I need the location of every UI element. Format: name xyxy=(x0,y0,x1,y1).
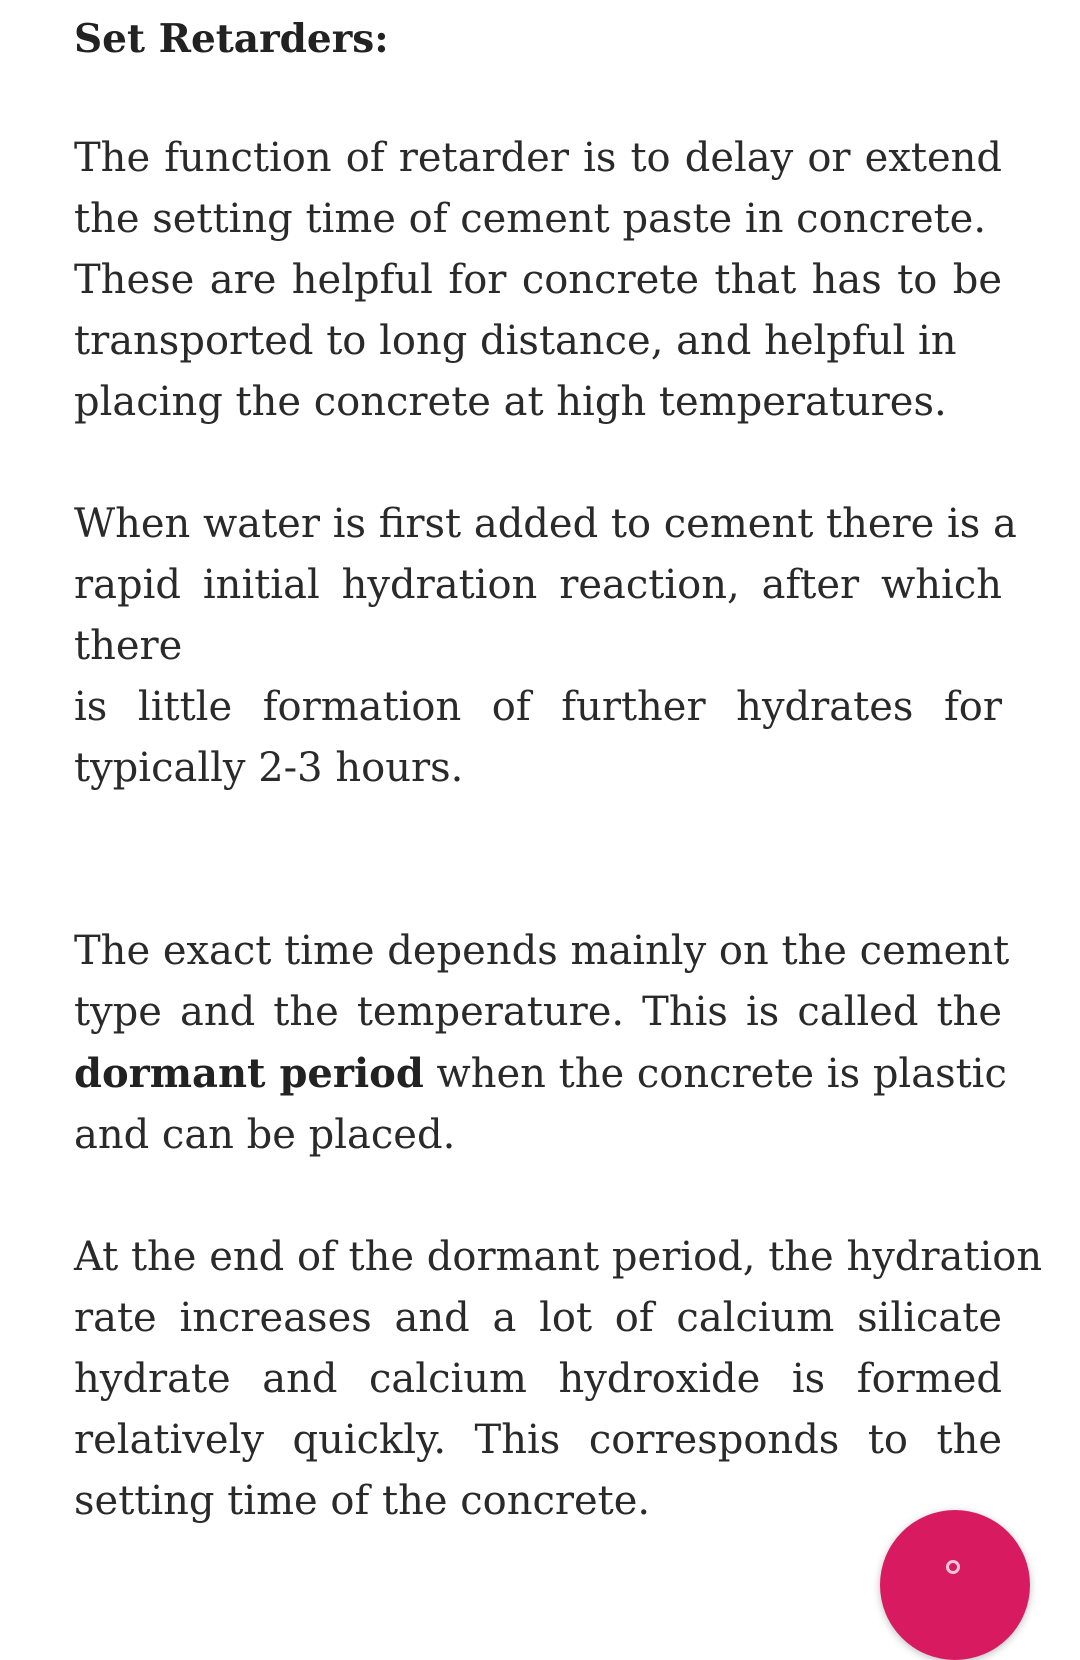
text-line: and can be placed. xyxy=(74,1112,456,1158)
section-heading: Set Retarders: xyxy=(74,16,389,62)
text-line: placing the concrete at high temperatures. xyxy=(74,379,947,425)
text-line: hydrate and calcium hydroxide is formed xyxy=(74,1356,1002,1402)
text-line: rate increases and a lot of calcium silicate xyxy=(74,1295,1002,1341)
spacer xyxy=(74,433,1002,494)
spacer xyxy=(74,1166,1002,1227)
text-line: transported to long distance, and helpful in xyxy=(74,318,957,364)
text-line-with-bold xyxy=(74,1043,1007,1105)
text-line: The exact time depends mainly on the cement xyxy=(74,928,1010,974)
text-line: type and the temperature. This is called the xyxy=(74,989,1002,1035)
chat-icon xyxy=(946,1560,960,1574)
text-line: The function of retarder is to delay or extend xyxy=(74,135,1002,181)
paragraph-setting-time xyxy=(74,1227,1043,1532)
spacer xyxy=(74,68,1002,128)
text-line: These are helpful for concrete that has to be xyxy=(74,257,1002,303)
text-line: At the end of the dormant period, the hydration xyxy=(74,1234,1043,1280)
paragraph-dormant-period xyxy=(74,921,1010,1166)
text-line: relatively quickly. This corresponds to the xyxy=(74,1417,1002,1463)
text-line: typically 2-3 hours. xyxy=(74,745,464,791)
text-line: setting time of the concrete. xyxy=(74,1478,651,1524)
paragraph-hydration xyxy=(74,494,1017,799)
floating-action-button[interactable] xyxy=(880,1510,1030,1660)
article xyxy=(74,10,1043,1532)
text-line: there xyxy=(74,623,183,669)
bold-term: dormant period xyxy=(74,1050,424,1097)
spacer xyxy=(74,799,1002,921)
text-line: When water is first added to cement there is a xyxy=(74,501,1017,547)
text-line: the setting time of cement paste in concrete. xyxy=(74,196,987,242)
paragraph-retarder-function xyxy=(74,128,1002,433)
text-fragment: when the concrete is plastic xyxy=(423,1051,1007,1097)
text-line: is little formation of further hydrates for xyxy=(74,684,1002,730)
text-line: rapid initial hydration reaction, after which xyxy=(74,562,1002,608)
